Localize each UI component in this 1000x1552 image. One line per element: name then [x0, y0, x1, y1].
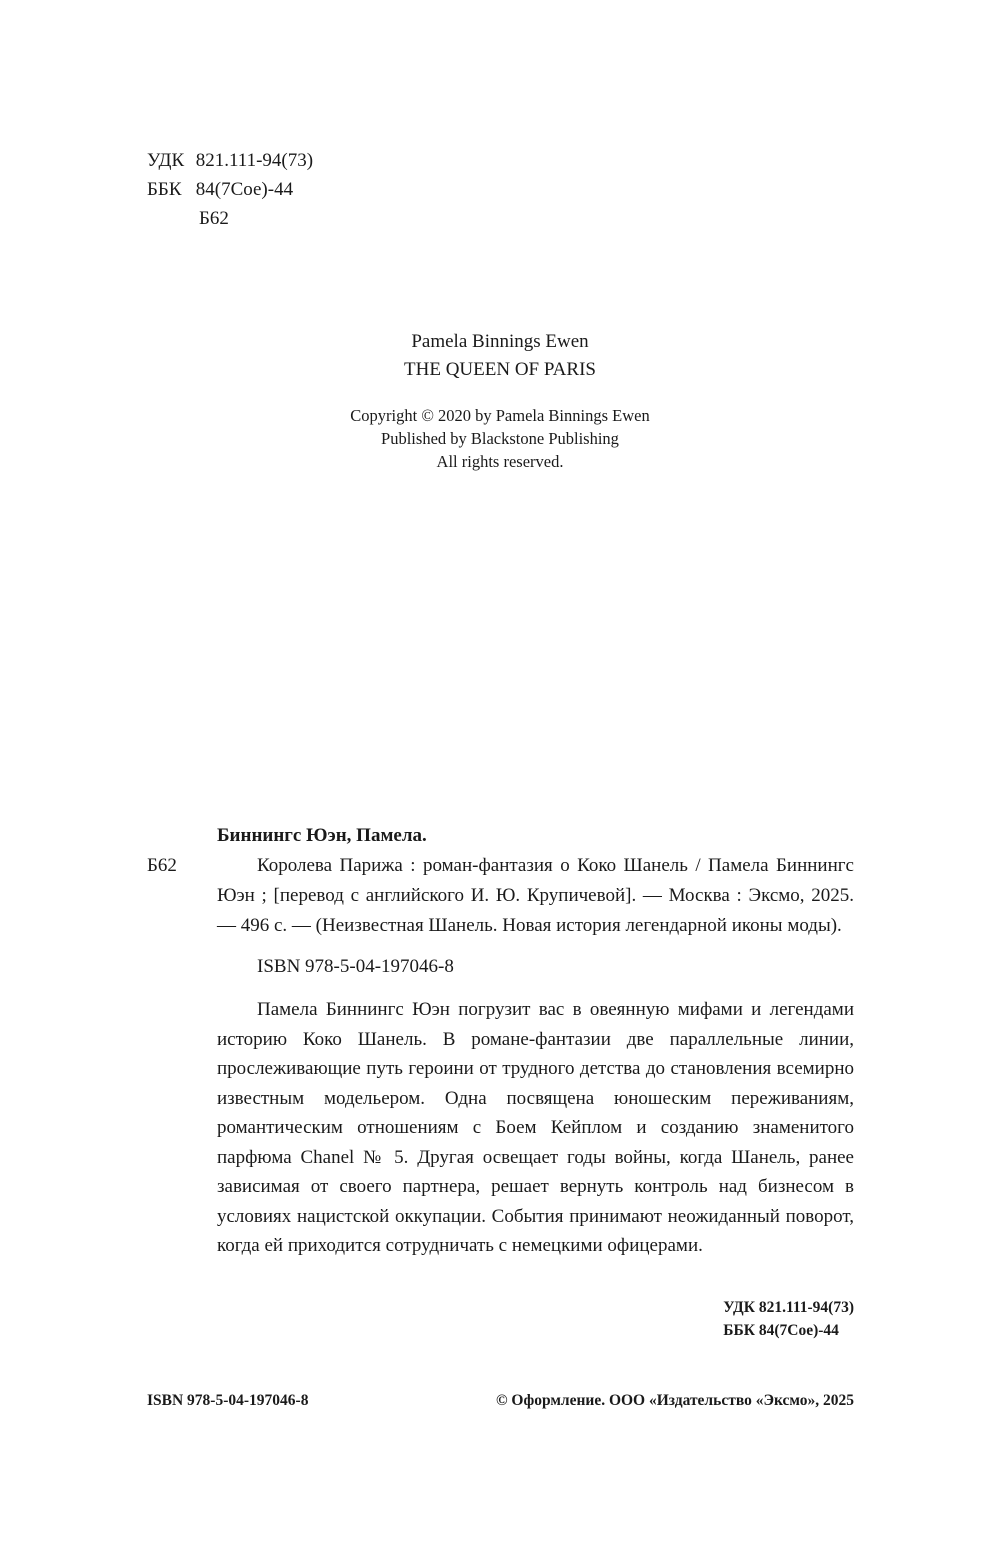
- classification-codes: [147, 146, 313, 233]
- annotation-paragraph: Памела Биннингс Юэн погрузит вас в овеянную мифами и легендами историю Коко Шанель. В романе-фантазии две параллельные линии, прослеживающие путь героини от трудного детства до становления всемирно известным модельером. Одна посвящена юношеским переживаниям, романтическим отношениям с Боем Кейплом и созданию знаменитого парфюма Chanel № 5. Другая освещает годы войны, когда Шанель, ранее зависимая от своего партнера, решает вернуть контроль над бизнесом в условиях нацистской оккупации. События принимают неожиданный поворот, когда ей приходится сотрудничать с немецкими офицерами.: [217, 999, 854, 1256]
- copyright-line: Copyright © 2020 by Pamela Binnings Ewen: [350, 406, 650, 425]
- catalog-card: [147, 821, 854, 1261]
- original-title: THE QUEEN OF PARIS: [404, 359, 596, 380]
- catalog-isbn: ISBN 978-5-04-197046-8: [257, 956, 454, 977]
- catalog-code: Б62: [147, 855, 177, 876]
- catalog-description: Королева Парижа : роман-фантазия о Коко Шанель / Памела Биннингс Юэн ; [перевод с английского И. Ю. Крупичевой]. — Москва : Эксмо, 2025. — 496 с. — (Неизвестная Шанель. Новая история легендарной иконы моды).: [217, 855, 854, 936]
- bbk-label: ББК: [147, 179, 182, 200]
- bbk-full: ББК 84(7Сое)-44: [723, 1322, 839, 1339]
- bbk-row: [147, 175, 313, 204]
- udk-row: [147, 146, 313, 175]
- original-author: Pamela Binnings Ewen: [411, 331, 589, 352]
- rights-line: All rights reserved.: [436, 452, 564, 471]
- udk-full: УДК 821.111-94(73): [723, 1299, 854, 1316]
- publisher-line: Published by Blackstone Publishing: [381, 429, 619, 448]
- author-mark: Б62: [199, 208, 229, 229]
- udk-value: 821.111-94(73): [195, 150, 314, 171]
- original-title-block: [0, 328, 1000, 384]
- catalog-author-heading: Биннингс Юэн, Памела.: [217, 825, 427, 846]
- catalog-entry: [147, 851, 854, 941]
- original-copyright-block: [0, 404, 1000, 473]
- bbk-value: 84(7Сое)-44: [195, 179, 294, 200]
- udk-label: УДК: [147, 150, 185, 171]
- footer-design-copyright: © Оформление. ООО «Издательство «Эксмо», 2025: [495, 1392, 854, 1409]
- catalog-codes-right: [723, 1296, 854, 1342]
- footer-isbn: ISBN 978-5-04-197046-8: [147, 1392, 309, 1409]
